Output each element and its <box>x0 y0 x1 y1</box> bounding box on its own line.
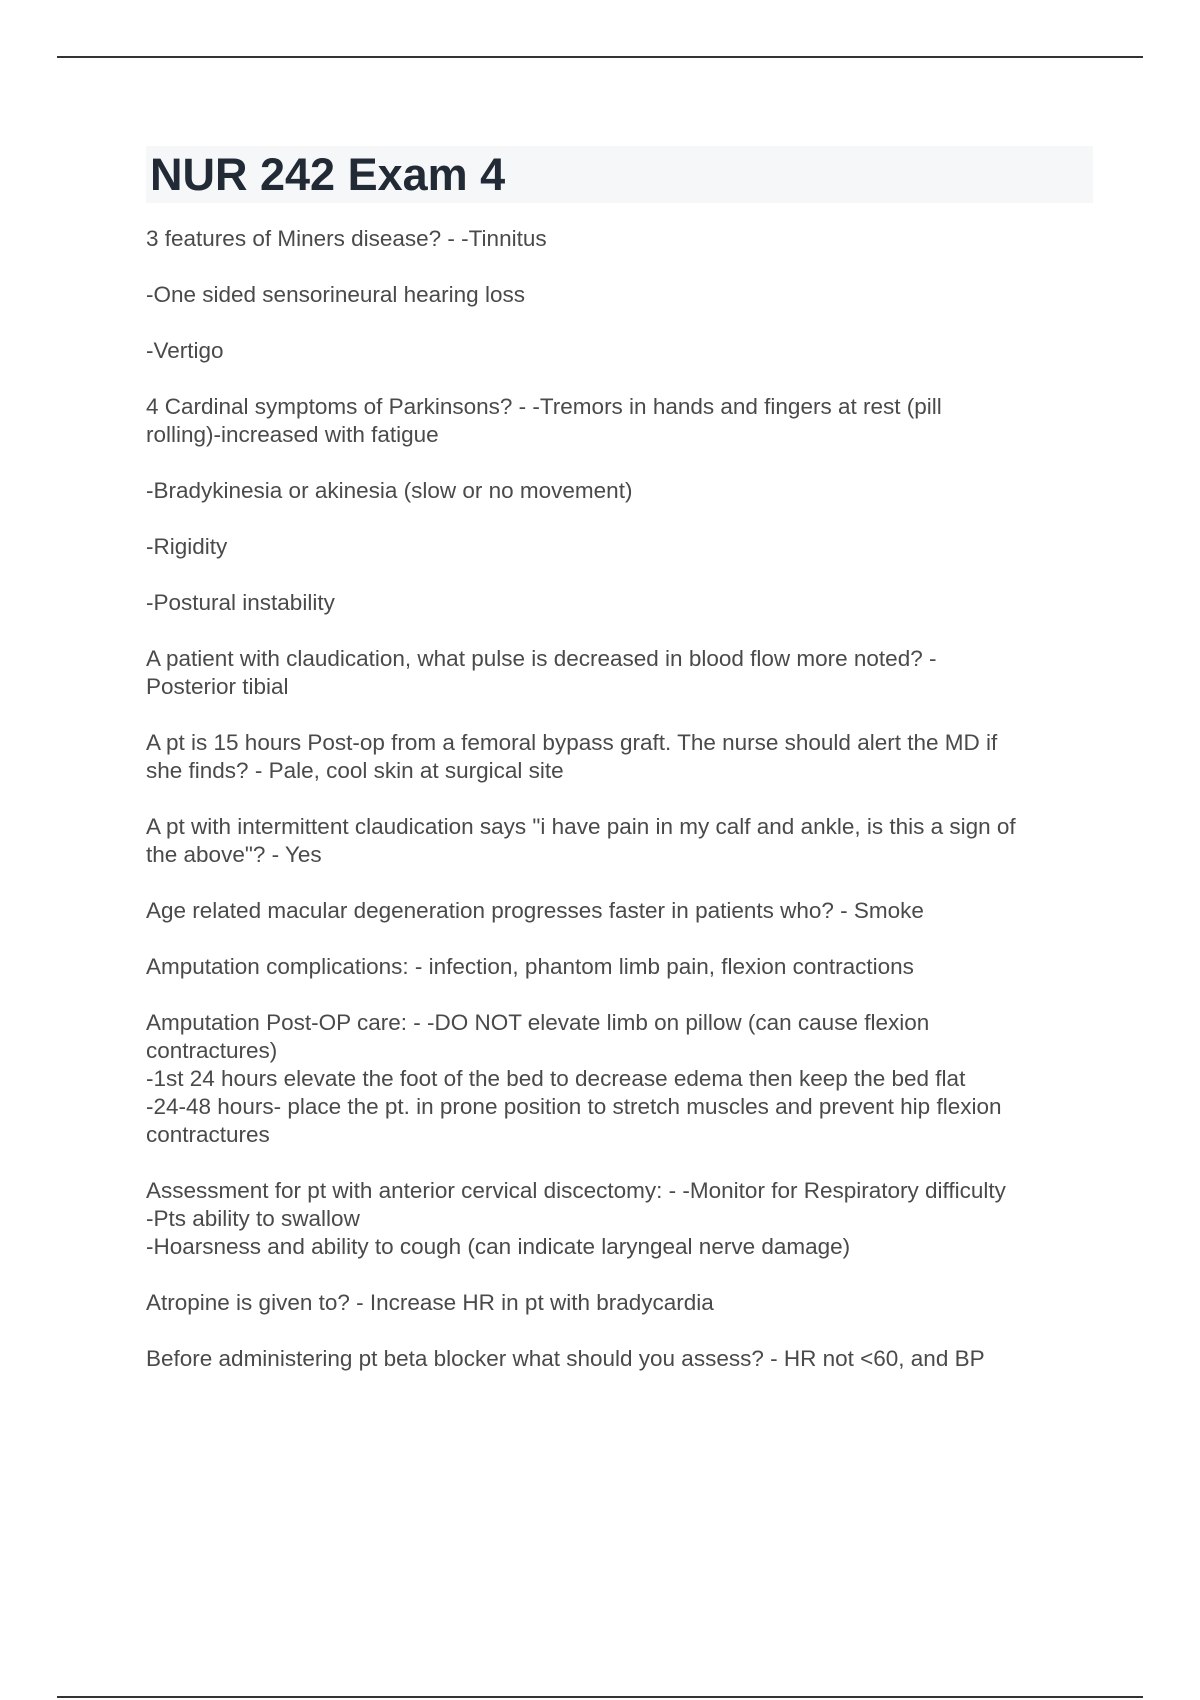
paragraph-12: Amputation complications: - infection, phantom limb pain, flexion contractions <box>146 954 914 979</box>
paragraph-3: -Vertigo <box>146 338 224 363</box>
paragraph-15: Atropine is given to? - Increase HR in pt with bradycardia <box>146 1290 714 1315</box>
paragraph-9: A pt is 15 hours Post-op from a femoral bypass graft. The nurse should alert the MD if she finds? - Pale, cool skin at surgical site <box>146 730 998 783</box>
paragraph-1: 3 features of Miners disease? - -Tinnitus <box>146 226 547 251</box>
paragraph-5: -Bradykinesia or akinesia (slow or no movement) <box>146 478 633 503</box>
title-bar <box>146 146 1093 203</box>
paragraph-10: A pt with intermittent claudication says "i have pain in my calf and ankle, is this a sign of the above"? - Yes <box>146 814 1016 867</box>
document-title: NUR 242 Exam 4 <box>150 149 506 200</box>
paragraph-7: -Postural instability <box>146 590 335 615</box>
paragraph-8: A patient with claudication, what pulse is decreased in blood flow more noted? - Posterior tibial <box>146 646 937 699</box>
paragraph-16: Before administering pt beta blocker what should you assess? - HR not <60, and BP <box>146 1346 985 1371</box>
paragraph-2: -One sided sensorineural hearing loss <box>146 282 525 307</box>
paragraph-4: 4 Cardinal symptoms of Parkinsons? - -Tremors in hands and fingers at rest (pill rolling)-increased with fatigue <box>146 394 942 447</box>
paragraph-6: -Rigidity <box>146 534 228 559</box>
document-body <box>146 146 1093 1401</box>
paragraph-13: Amputation Post-OP care: - -DO NOT elevate limb on pillow (can cause flexion contractures) -1st 24 hours elevate the foot of the bed to decrease edema then keep the bed flat -24-48 hours- place the pt. in prone position to stretch muscles and prevent hip flexion contractures <box>146 1010 1002 1147</box>
paragraph-14: Assessment for pt with anterior cervical discectomy: - -Monitor for Respiratory difficulty -Pts ability to swallow -Hoarsness and ability to cough (can indicate laryngeal nerve damage) <box>146 1178 1006 1259</box>
top-rule <box>57 56 1143 58</box>
bottom-rule <box>57 1696 1143 1698</box>
paragraph-11: Age related macular degeneration progresses faster in patients who? - Smoke <box>146 898 924 923</box>
